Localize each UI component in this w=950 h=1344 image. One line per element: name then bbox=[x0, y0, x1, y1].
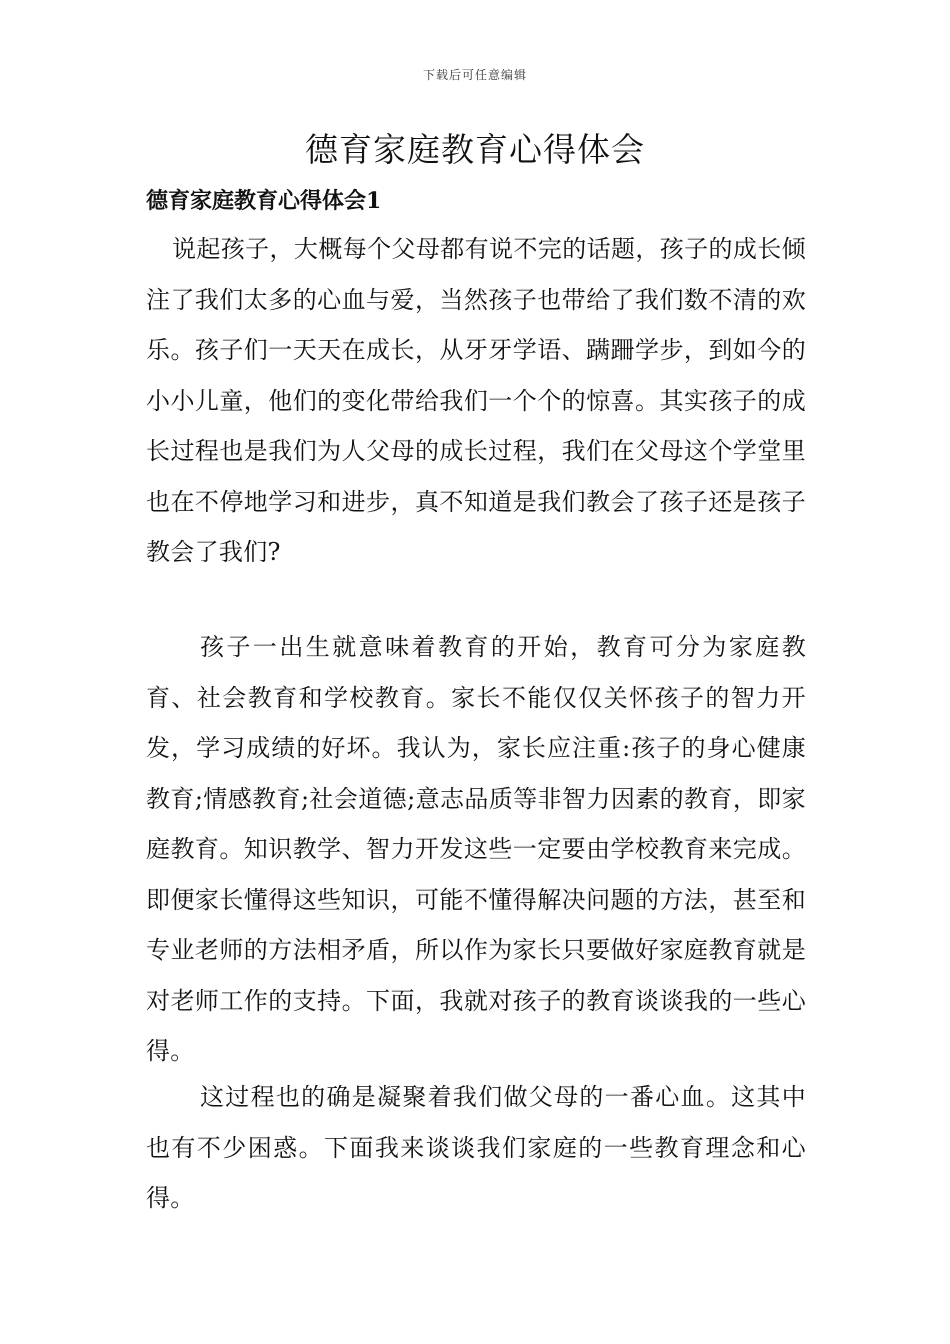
paragraph-2: 孩子一出生就意味着教育的开始，教育可分为家庭教育、社会教育和学校教育。家长不能仅仅关怀孩子的智力开发，学习成绩的好坏。我认为，家长应注重:孩子的身心健康教育;情感教育;社会道德;意志品质等非智力因素的教育，即家庭教育。知识教学、智力开发这些一定要由学校教育来完成。即便家长懂得这些知识，可能不懂得解决问题的方法，甚至和专业老师的方法相矛盾，所以作为家长只要做好家庭教育就是对老师工作的支持。下面，我就对孩子的教育谈谈我的一些心得。 bbox=[146, 633, 806, 1065]
document-title: 德育家庭教育心得体会 bbox=[305, 130, 645, 169]
section-heading: 德育家庭教育心得体会1 bbox=[146, 188, 382, 214]
header-note: 下载后可任意编辑 bbox=[422, 68, 527, 82]
paragraph-3: 这过程也的确是凝聚着我们做父母的一番心血。这其中也有不少困惑。下面我来谈谈我们家庭的一些教育理念和心得。 bbox=[146, 1083, 806, 1212]
paragraph-1: 说起孩子，大概每个父母都有说不完的话题，孩子的成长倾注了我们太多的心血与爱，当然孩子也带给了我们数不清的欢乐。孩子们一天天在成长，从牙牙学语、蹒跚学步，到如今的小小儿童，他们的变化带给我们一个个的惊喜。其实孩子的成长过程也是我们为人父母的成长过程，我们在父母这个学堂里也在不停地学习和进步，真不知道是我们教会了孩子还是孩子教会了我们? bbox=[146, 235, 806, 566]
